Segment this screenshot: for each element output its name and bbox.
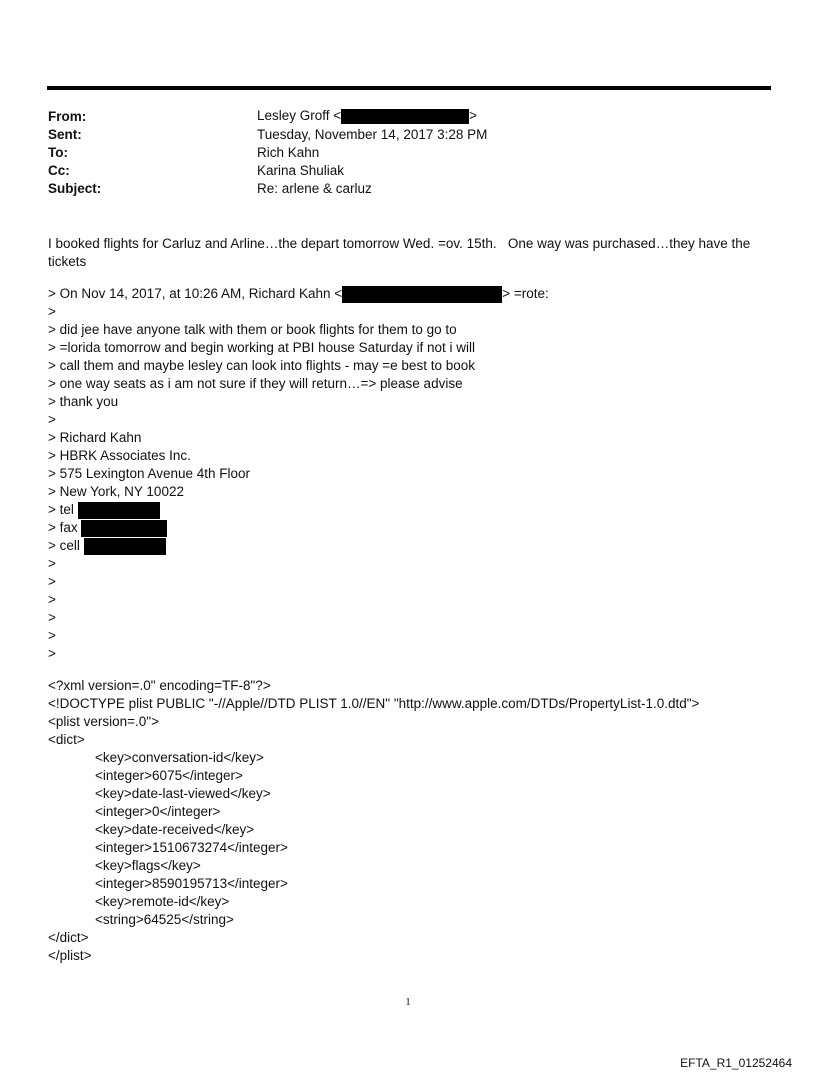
quote-line: > bbox=[48, 610, 56, 625]
quote-line: > bbox=[48, 592, 56, 607]
quote-line: > bbox=[48, 304, 56, 319]
sent-row bbox=[48, 125, 768, 143]
xml-line: <plist version=.0"> bbox=[48, 714, 159, 729]
xml-line: </plist> bbox=[48, 948, 92, 963]
subject-label: Subject: bbox=[48, 180, 102, 196]
from-label: From: bbox=[48, 108, 87, 124]
quote-line: > Richard Kahn bbox=[48, 430, 142, 445]
to-value: Rich Kahn bbox=[257, 144, 320, 160]
xml-line: <dict> bbox=[48, 732, 85, 747]
tel-line bbox=[48, 501, 768, 519]
quote-intro bbox=[48, 285, 768, 303]
cc-value: Karina Shuliak bbox=[257, 162, 345, 178]
from-name: Lesley Groff < bbox=[257, 108, 342, 124]
subject-value: Re: arlene & carluz bbox=[257, 180, 372, 196]
quote-line: > bbox=[48, 574, 56, 589]
quote-line: > =lorida tomorrow and begin working at PBI house Saturday if not i will bbox=[48, 340, 475, 355]
quote-line: > bbox=[48, 628, 56, 643]
quote-line: > bbox=[48, 412, 56, 427]
from-close: > bbox=[469, 108, 478, 124]
xml-line: <key>date-last-viewed</key> bbox=[95, 786, 271, 801]
cc-row bbox=[48, 161, 768, 179]
quote-line: > bbox=[48, 646, 56, 661]
quote-line: > call them and maybe lesley can look into flights - may =e best to book bbox=[48, 358, 475, 373]
to-label: To: bbox=[48, 144, 68, 160]
email-header bbox=[48, 107, 768, 197]
fax-line bbox=[48, 519, 768, 537]
redaction-tel bbox=[78, 502, 160, 519]
xml-line: <integer>8590195713</integer> bbox=[95, 876, 288, 891]
xml-line: <!DOCTYPE plist PUBLIC "-//Apple//DTD PLIST 1.0//EN" "http://www.apple.com/DTDs/PropertyList-1.0.dtd"> bbox=[48, 696, 700, 711]
xml-line: <integer>1510673274</integer> bbox=[95, 840, 288, 855]
xml-line: <key>flags</key> bbox=[95, 858, 201, 873]
xml-line: <?xml version=.0" encoding=TF-8"?> bbox=[48, 678, 271, 693]
to-row bbox=[48, 143, 768, 161]
body-line: tickets bbox=[48, 254, 87, 269]
xml-line: <integer>6075</integer> bbox=[95, 768, 243, 783]
quote-intro-end: > =rote: bbox=[502, 286, 549, 301]
xml-line: <string>64525</string> bbox=[95, 912, 234, 927]
xml-line: <key>remote-id</key> bbox=[95, 894, 230, 909]
xml-line: <integer>0</integer> bbox=[95, 804, 221, 819]
quote-line: > one way seats as i am not sure if they will return…=> please advise bbox=[48, 376, 463, 391]
xml-line: <key>conversation-id</key> bbox=[95, 750, 264, 765]
quote-line: > 575 Lexington Avenue 4th Floor bbox=[48, 466, 251, 481]
tel-label: > tel bbox=[48, 502, 74, 517]
quote-line: > thank you bbox=[48, 394, 119, 409]
document-id: EFTA_R1_01252464 bbox=[680, 1056, 792, 1070]
body-line: I booked flights for Carluz and Arline…the depart tomorrow Wed. =ov. 15th. One way was purchased…they have the bbox=[48, 236, 751, 251]
cc-label: Cc: bbox=[48, 162, 70, 178]
spacer bbox=[48, 663, 768, 677]
quote-line: > New York, NY 10022 bbox=[48, 484, 184, 499]
email-body bbox=[48, 235, 768, 965]
xml-line: <key>date-received</key> bbox=[95, 822, 255, 837]
xml-line: </dict> bbox=[48, 930, 89, 945]
page-number: 1 bbox=[405, 996, 411, 1008]
cell-label: > cell bbox=[48, 538, 80, 553]
redaction-fax bbox=[81, 520, 167, 537]
redaction-cell bbox=[84, 538, 166, 555]
header-rule bbox=[47, 86, 771, 90]
spacer bbox=[48, 271, 768, 285]
redaction-richard-email bbox=[342, 286, 502, 303]
subject-row bbox=[48, 179, 768, 197]
quote-line: > bbox=[48, 556, 56, 571]
quote-line: > HBRK Associates Inc. bbox=[48, 448, 191, 463]
quote-line: > did jee have anyone talk with them or book flights for them to go to bbox=[48, 322, 457, 337]
sent-label: Sent: bbox=[48, 126, 82, 142]
from-value bbox=[257, 108, 768, 124]
quote-intro-start: > On Nov 14, 2017, at 10:26 AM, Richard Kahn < bbox=[48, 286, 343, 301]
fax-label: > fax bbox=[48, 520, 78, 535]
from-row bbox=[48, 107, 768, 125]
sent-value: Tuesday, November 14, 2017 3:28 PM bbox=[257, 126, 488, 142]
redaction-from-email bbox=[341, 109, 469, 124]
cell-line bbox=[48, 537, 768, 555]
